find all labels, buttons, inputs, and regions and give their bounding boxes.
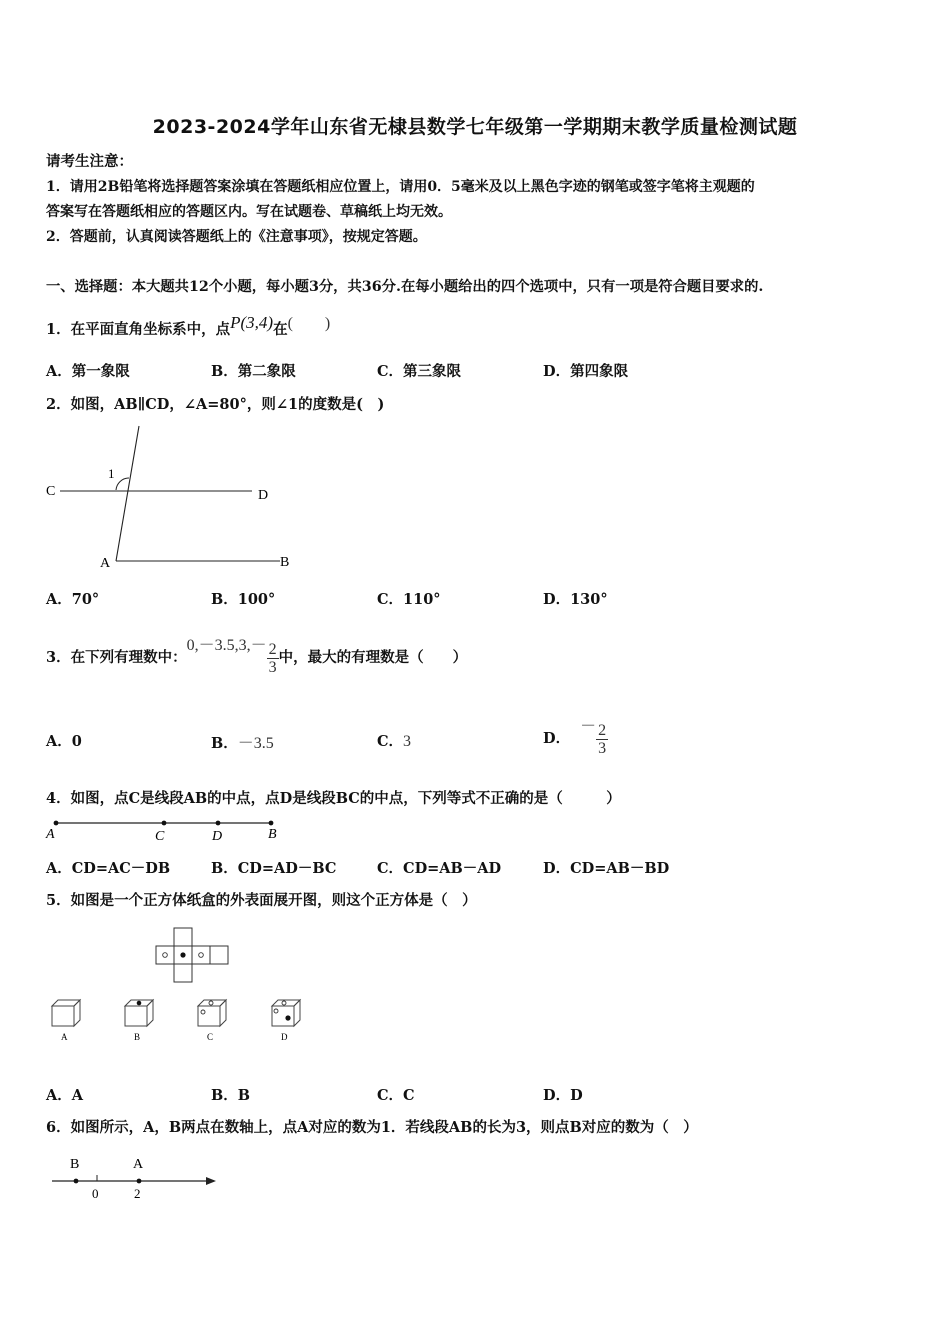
q1-suffix: 在 [273,321,288,338]
q1-prefix: 1．在平面直角坐标系中，点 [46,321,231,338]
label-b: B [268,827,277,842]
q3-frac-num: 2 [268,640,277,658]
q1-option-c[interactable]: C．第三象限 [377,363,462,380]
q3-fraction [267,641,279,676]
point-a [137,1179,142,1184]
notice-line-1b: 答案写在答题纸相应的答题区内。写在试题卷、草稿纸上均无效。 [46,204,452,220]
cube-label-d: D [281,1032,288,1042]
net-circle-open-2 [199,953,204,958]
net-face-top [174,928,192,946]
q3-option-a[interactable]: A．0 [46,733,82,750]
q2-option-c[interactable]: C．110° [377,591,441,608]
cube-b-dot [137,1001,142,1006]
label-a: A [46,827,55,842]
net-face-3 [192,946,210,964]
q1-option-a[interactable]: A．第一象限 [46,363,130,380]
cube-label-a: A [61,1032,68,1042]
q3-option-c-value: 3 [403,733,412,750]
q2-stem: 2．如图，AB∥CD，∠A=80°，则∠1的度数是( ) [46,396,385,413]
point-b [74,1179,79,1184]
label-d: D [258,488,269,503]
q5-option-b[interactable]: B．B [211,1087,251,1104]
q1-paren: ( ) [287,315,331,332]
q3-prefix: 3．在下列有理数中： [46,649,187,666]
q3-option-d-den: 3 [598,739,607,757]
section-1-heading: 一、选择题：本大题共12个小题，每小题3分，共36分.在每小题给出的四个选项中，只有一项是符合题目要求的. [46,279,764,295]
q3-option-b-value: －3.5 [237,735,274,752]
cube-c [198,1000,226,1026]
q5-cube-options-figure [40,994,340,1046]
q1-option-b[interactable]: B．第二象限 [211,363,296,380]
q5-cube-net-figure [150,924,234,986]
q2-option-a[interactable]: A．70° [46,591,100,608]
label-c: C [155,829,165,844]
label-b: B [70,1157,80,1172]
q3-option-c[interactable] [377,730,411,751]
angle-1-arc [116,478,129,490]
q3-stem [46,624,467,680]
net-circle-filled [180,952,185,957]
q4-stem: 4．如图，点C是线段AB的中点，点D是线段BC的中点，下列等式不正确的是（ ） [46,790,621,807]
q6-stem: 6．如图所示，A，B两点在数轴上，点A对应的数为1．若线段AB的长为3，则点B对应的数为（ ） [46,1119,698,1136]
q3-option-d-num: 2 [598,721,607,739]
notice-line-2: 2．答题前，认真阅读答题纸上的《注意事项》，按规定答题。 [46,229,427,245]
q4-option-c[interactable]: C．CD=AB－AD [377,860,502,877]
net-circle-open [163,953,168,958]
q3-option-d-sign: － [580,718,597,735]
q5-option-d[interactable]: D．D [543,1087,583,1104]
label-b: B [280,555,290,570]
net-face-1 [156,946,174,964]
q5-option-a[interactable]: A．A [46,1087,84,1104]
notice-heading: 请考生注意： [46,153,133,170]
cube-d-circle-2 [282,1001,286,1005]
q4-option-a[interactable]: A．CD=AC－DB [46,860,171,877]
q1-stem [46,313,330,340]
q3-suffix: 中，最大的有理数是（ ） [278,649,468,666]
label-c: C [46,484,56,499]
cube-label-c: C [207,1032,214,1042]
q4-segment-figure [40,815,290,845]
q3-frac-den: 3 [268,658,277,676]
label-a: A [133,1157,144,1172]
q4-option-b[interactable]: B．CD=AD－BC [211,860,337,877]
label-a: A [100,556,111,571]
q2-parallel-lines-figure [40,420,310,575]
q3-option-b[interactable] [211,730,274,753]
q3-option-d[interactable] [543,705,608,761]
q2-option-b[interactable]: B．100° [211,591,276,608]
cube-a [52,1000,80,1026]
transversal-line [116,426,139,561]
label-zero: 0 [92,1186,99,1201]
q1-point: P(3,4) [230,313,274,332]
cube-label-b: B [134,1032,141,1042]
net-face-4 [210,946,228,964]
notice-line-1: 1．请用2B铅笔将选择题答案涂填在答题纸相应位置上，请用0．5毫米及以上黑色字迹的钢笔或签字笔将主观题的 [46,179,755,195]
q3-option-d-fraction [596,722,608,757]
cube-c-circle-2 [209,1001,213,1005]
q4-option-d[interactable]: D．CD=AB－BD [543,860,670,877]
number-line-arrow [206,1177,216,1185]
q3-option-b-label: B． [211,735,238,752]
cube-d-circle [274,1009,278,1013]
q1-option-d[interactable]: D．第四象限 [543,363,629,380]
point-a [54,821,59,826]
cube-d-dot [285,1015,290,1020]
q6-number-line-figure [40,1150,230,1206]
q2-option-d[interactable]: D．130° [543,591,608,608]
point-d [216,821,221,826]
q5-option-c[interactable]: C．C [377,1087,415,1104]
point-b [269,821,274,826]
point-c [162,821,167,826]
q5-stem: 5．如图是一个正方体纸盒的外表面展开图，则这个正方体是（ ） [46,892,477,909]
q3-number-list: 0,－3.5,3,－ [186,637,267,654]
q3-option-d-label: D． [543,730,571,747]
net-face-bottom [174,964,192,982]
page-title: 2023-2024学年山东省无棣县数学七年级第一学期期末教学质量检测试题 [152,116,798,138]
label-angle-1: 1 [108,466,115,481]
q3-option-c-label: C． [377,733,404,750]
label-two: 2 [134,1186,141,1201]
cube-c-circle [201,1010,205,1014]
label-d: D [212,829,223,844]
